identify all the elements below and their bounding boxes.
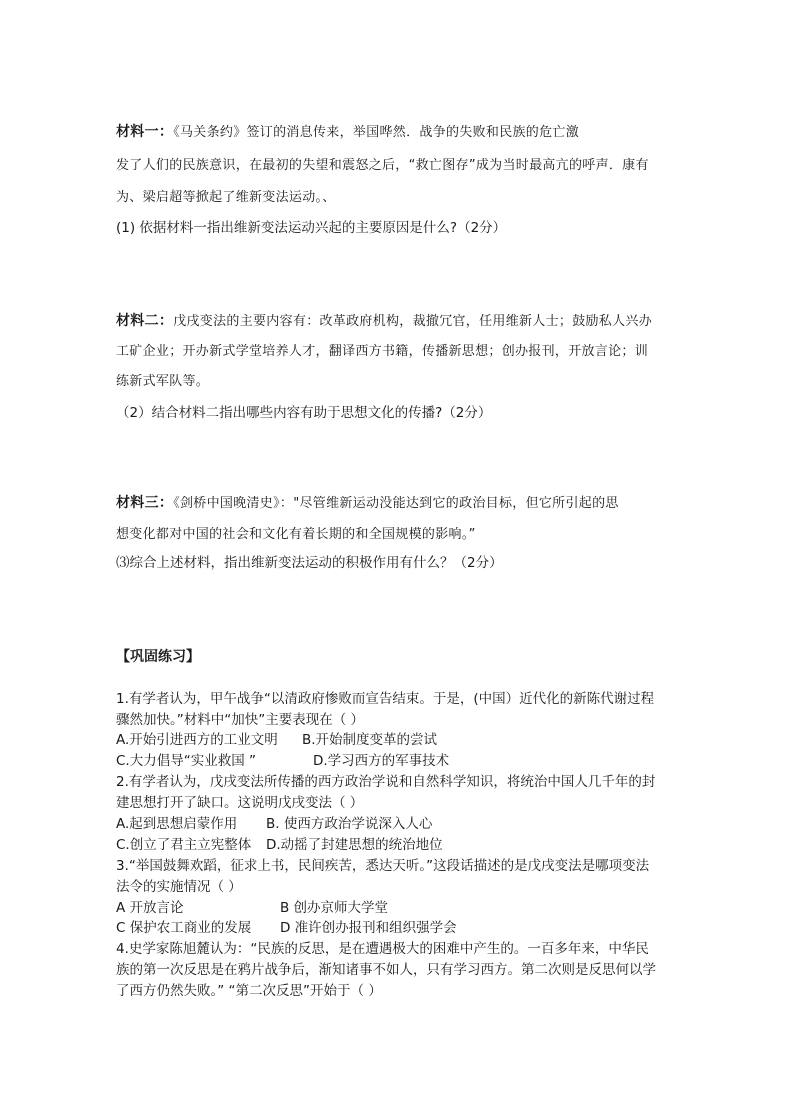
material3-label: 材料三： xyxy=(116,495,174,511)
q3-option-row-2 xyxy=(116,916,457,936)
q2-option-row-1 xyxy=(116,812,433,832)
q3-stem-line-2: 法令的实施情况（ ） xyxy=(116,879,242,895)
material2-line-3: 练新式军队等。 xyxy=(116,374,210,389)
q1-option-b: B.开始制度变革的尝试 xyxy=(302,732,438,748)
q2-option-c: C.创立了君主立宪整体 xyxy=(116,837,252,853)
material2-question: （2）结合材料二指出哪些内容有助于思想文化的传播?（2分） xyxy=(116,405,492,421)
material3-line-1 xyxy=(116,492,619,512)
material2-label: 材料二： xyxy=(116,313,174,329)
q1-option-row-2 xyxy=(116,749,450,769)
q3-option-d: D 准许创办报刊和组织强学会 xyxy=(280,920,457,936)
q3-option-c: C 保护农工商业的发展 xyxy=(116,920,252,936)
q1-option-d: D.学习西方的军事技术 xyxy=(313,753,450,769)
q1-stem-line-2: 骤然加快。”材料中“加快”主要表现在（ ） xyxy=(116,712,365,728)
material3-text-1: 《剑桥中国晚清史》："尽管维新运动没能达到它的政治目标，但它所引起的思 xyxy=(173,496,619,511)
material2-line-1 xyxy=(116,310,652,330)
q1-stem-line-1: 1.有学者认为，甲午战争“以清政府惨败而宣告结束。于是，(中国）近代化的新陈代谢过程 xyxy=(116,691,655,707)
q1-option-a: A.开始引进西方的工业文明 xyxy=(116,732,278,748)
q1-option-c: C.大力倡导“实业救国 ” xyxy=(116,753,256,769)
q4-stem-line-3: 了西方仍然失败。” “第二次反思”开始于（ ） xyxy=(116,983,382,999)
material3-question: ⑶综合上述材料，指出维新变法运动的积极作用有什么？（2分） xyxy=(116,555,503,571)
material1-line-1 xyxy=(116,121,579,141)
material1-line-2: 发了人们的民族意识，在最初的失望和震怒之后，“救亡图存”成为当时最高亢的呼声．康有 xyxy=(116,158,649,173)
material1-line-3: 为、梁启超等掀起了维新变法运动。、 xyxy=(116,190,336,205)
q3-stem-line-1: 3.“举国鼓舞欢蹈，征求上书，民间疾苦，悉达天听。”这段话描述的是戊戌变法是哪项变法 xyxy=(116,858,650,874)
q3-option-b: B 创办京师大学堂 xyxy=(280,900,389,916)
q1-option-row-1 xyxy=(116,728,438,748)
material2-line-2: 工矿企业；开办新式学堂培养人才，翻译西方书籍，传播新思想；创办报刊，开放言论；训 xyxy=(116,344,649,359)
q2-option-row-2 xyxy=(116,833,443,853)
q3-option-row-1 xyxy=(116,896,389,916)
q2-option-a: A.起到思想启蒙作用 xyxy=(116,816,238,832)
q3-option-a: A 开放言论 xyxy=(116,900,184,916)
q2-stem-line-2: 建思想打开了缺口。这说明戊戌变法（ ） xyxy=(116,795,364,811)
material2-text-1: 戊戌变法的主要内容有：改革政府机构，裁撤冗官，任用维新人士；鼓励私人兴办 xyxy=(173,314,653,329)
practice-heading: 【巩固练习】 xyxy=(116,649,200,665)
q2-option-d: D.动摇了封建思想的统治地位 xyxy=(266,837,443,853)
q4-stem-line-2: 族的第一次反思是在鸦片战争后，渐知诸事不如人，只有学习西方。第二次则是反思何以学 xyxy=(116,962,656,978)
material1-text-1: 《马关条约》签订的消息传来，举国哗然．战争的失败和民族的危亡激 xyxy=(173,125,580,140)
material1-label: 材料一： xyxy=(116,124,174,140)
material3-line-2: 想变化都对中国的社会和文化有着长期的和全国规模的影响。” xyxy=(116,527,476,542)
material1-question: (1) 依据材料一指出维新变法运动兴起的主要原因是什么?（2分） xyxy=(116,220,507,236)
q4-stem-line-1: 4.史学家陈旭麓认为：“民族的反思，是在遭遇极大的困难中产生的。一百多年来，中华民 xyxy=(116,941,649,957)
q2-option-b: B. 使西方政治学说深入人心 xyxy=(266,816,433,832)
q2-stem-line-1: 2.有学者认为，戊戌变法所传播的西方政治学说和自然科学知识，将统治中国人几千年的封 xyxy=(116,774,656,790)
